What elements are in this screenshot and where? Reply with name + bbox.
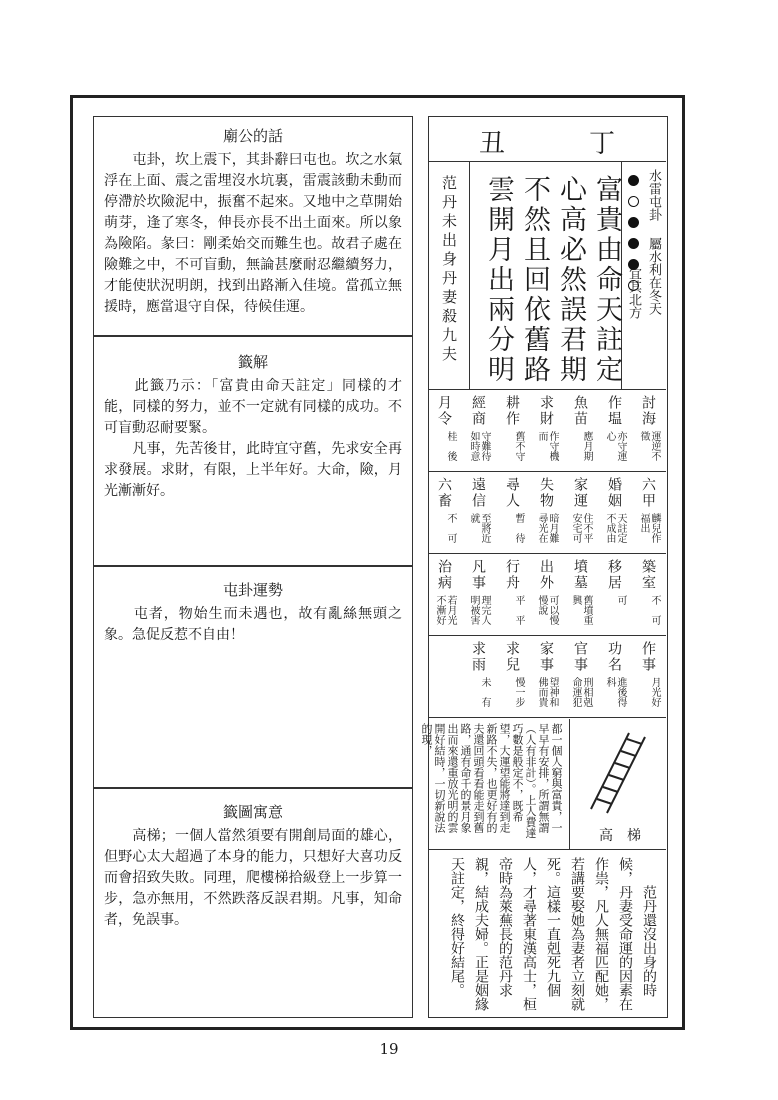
section-body: 此籤乃示：「富貴由命天註定」同樣的才能，同樣的努力，並不一定就有同樣的成功。不可盲動忍耐要緊。 凡事，先苦後甘，此時宜守舊，先求安全再求發展。求財，有限，上半年好。大命，險，月光漸漸好。 [104,378,402,499]
section-title: 屯卦運勢 [222,581,283,599]
cat-label: 家運 [572,477,588,509]
cat-label: 凡事 [470,559,486,591]
story-title: 范丹未出身丹妻殺九夫 [440,175,458,365]
oracle-panel [420,116,668,1018]
cat-label: 官事 [572,641,588,673]
poem-line-3: 不然且回依舊路 [519,175,550,385]
commentary: 都一個人窮與富貴，一早早有安排，所謂無謂（人有非計）。上人費達巧數是般定不，既希望，大運望能將達到走新路不失，也更好有的夫還回頭看看能走到舊路，通有命千的景月象出而來還重放光明的雲開好結時，一切新說法的現， [420,723,563,839]
cat-value: 刑相剋命運犯 [570,677,592,707]
cat-value: 可 [615,595,626,605]
cat-label: 討海 [640,395,656,427]
section-body: 高梯；一個人當然須要有開創局面的雄心，但野心太大超過了本身的能力，只想好大喜功反而會招致失敗。同理，爬樓梯拾級登上一步算一步，急亦無用，不然跌落反誤君期。凡事，知命者，免誤事。 [104,828,402,928]
ladder-label: 高梯 [599,828,655,844]
story-text: 范丹還沒出身的時候，丹妻受命運的因素在作祟，凡人無福匹配她，若講要娶她為妻者立刻就死。這樣一直剋死九個人，才尋著東漢高士，桓帝時為萊蕪長的范丹求親，結成夫婦。正是姻緣天註定，終得好結尾。 [449,857,657,1011]
gua-name: 水雷屯卦 [646,169,661,221]
cat-value: 平 平 [513,595,524,625]
cat-label: 求財 [538,395,554,427]
cat-label: 月令 [436,395,452,427]
gua-direction: 宜其北方 [626,267,641,319]
section-title: 籤圖寓意 [222,803,283,821]
cat-label: 墳墓 [572,559,588,591]
cat-label: 遠信 [470,477,486,509]
yao-1-icon [628,175,639,186]
cat-value: 若月光不漸好 [434,595,456,625]
cat-value: 暫 待 [513,513,524,543]
cat-value: 舊墳重興 [570,595,592,625]
cat-value: 望神和佛而貴 [536,677,558,707]
cat-label: 出外 [538,559,554,591]
cat-value: 天註定不成由 [604,513,626,543]
cat-value: 桂 後 [445,431,456,461]
yao-2-icon [628,196,639,207]
category-row-2 [429,473,666,551]
cat-label: 耕作 [504,395,520,427]
poem-line-4: 雲開月出兩分明 [483,175,514,385]
page-number: 19 [379,1040,399,1058]
page-frame [70,95,685,1030]
poem-line-2: 心高必然誤君期 [555,175,586,385]
cat-value: 不 可 [649,595,660,625]
cat-value: 麟兒作福出 [638,513,660,543]
section-fortune [93,566,413,788]
cat-label: 六甲 [640,477,656,509]
cat-label: 經商 [470,395,486,427]
cat-value: 理完人明被害 [468,595,490,625]
category-row-3 [429,555,666,633]
cat-value: 可以慢慢說 [536,595,558,625]
section-body: 屯者，物始生而未遇也，故有亂絲無頭之象。急促反惹不自由！ [104,606,402,643]
cat-value: 進後得科 [604,677,626,707]
cat-label: 魚苗 [572,395,588,427]
cat-label: 治病 [436,559,452,591]
cat-value: 住不平安宅可 [570,513,592,543]
section-picture-meaning [93,788,413,1018]
gua-note: 屬水利在冬天 [646,237,661,315]
cat-value: 慢一步 [513,677,524,707]
section-temple-words [93,116,413,336]
cat-label: 求雨 [470,641,486,673]
cat-label: 築室 [640,559,656,591]
section-title: 廟公的話 [222,127,283,145]
yao-4-icon [628,238,639,249]
header-earthly-branch: 丑 [479,129,506,159]
category-row-4 [429,637,666,715]
cat-value: 守難待如時意 [468,431,490,461]
poem-line-1: 富貴由命天註定 [591,175,622,385]
cat-value: 不 可 [445,513,456,543]
cat-label: 尋人 [504,477,520,509]
cat-value: 亦守運心 [604,431,626,461]
cat-value: 暗月難尋光在 [536,513,558,543]
oracle-header [429,117,666,162]
cat-label: 作塭 [606,395,622,427]
cat-value: 舊不守 [513,431,524,461]
cat-label: 家事 [538,641,554,673]
category-row-1 [429,391,666,469]
cat-value: 至將近就 [468,513,490,543]
cat-value: 月光好 [649,677,660,707]
cat-label: 行舟 [504,559,520,591]
cat-value: 運逆不徵 [638,431,660,461]
cat-value: 未 有 [479,677,490,707]
cat-label: 功名 [606,641,622,673]
section-body: 屯卦，坎上震下，其卦辭曰屯也。坎之水氣浮在上面、震之雷埋沒水坑裏，雷震該動未動而停滯於坎險泥中，振奮不起來。又地中之草開始萌芽，逢了寒冬，伸長亦長不出土面來。所以象為險陷。彖曰：剛柔始交而難生也。故君子處在險難之中，不可盲動，無論甚麼耐忍繼續努力，才能使狀況明朗，找到出路漸入佳境。當孤立無援時，應當退守自保，待候佳運。 [104,152,402,315]
section-interpretation [93,336,413,566]
cat-label: 求兒 [504,641,520,673]
cat-label: 作事 [640,641,656,673]
ladder-illustration [577,727,661,817]
yao-3-icon [628,217,639,228]
cat-label: 婚姻 [606,477,622,509]
cat-value: 應月期 [581,431,592,461]
cat-label: 失物 [538,477,554,509]
cat-label: 六畜 [436,477,452,509]
cat-label: 移居 [606,559,622,591]
cat-value: 作守機而 [536,431,558,461]
header-heavenly-stem: 丁 [589,129,616,159]
ladder-icon [577,727,661,817]
section-title: 籤解 [237,353,268,371]
